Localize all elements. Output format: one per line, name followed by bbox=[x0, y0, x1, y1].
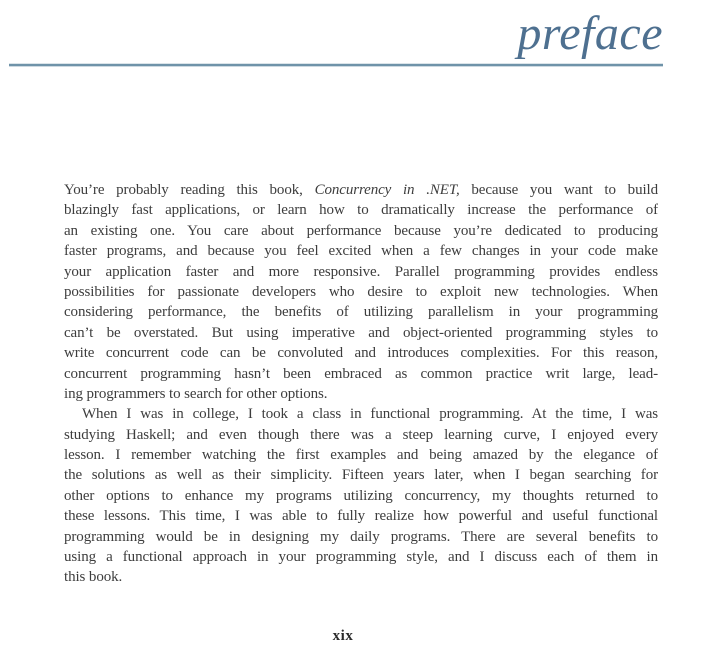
text-line: studying Haskell; and even though there was a steep learning curve, I enjoyed every bbox=[64, 426, 658, 443]
text-line: programming would be in designing my daily programs. There are several benefits to bbox=[64, 528, 658, 545]
page-number: xix bbox=[332, 628, 354, 644]
text-line: this book. bbox=[64, 569, 123, 586]
text-line: can’t be overstated. But using imperative and object-oriented programming styles to bbox=[64, 324, 658, 341]
text-line: considering performance, the benefits of utilizing parallelism in your programming bbox=[64, 304, 658, 321]
text-segment: because you want to build bbox=[459, 182, 658, 198]
text-line: an existing one. You care about performance because you’re dedicated to producing bbox=[64, 222, 658, 239]
text-line: blazingly fast applications, or learn how to dramatically increase the performance of bbox=[64, 202, 658, 219]
chapter-title: preface bbox=[517, 7, 663, 60]
preface-body bbox=[64, 180, 658, 588]
text-line: ing programmers to search for other options. bbox=[64, 385, 328, 402]
text-line: concurrent programming hasn’t been embraced as common practice writ large, lead- bbox=[64, 365, 658, 382]
text-line: possibilities for passionate developers who desire to exploit new technologies. When bbox=[64, 283, 658, 300]
text-line: When I was in college, I took a class in functional programming. At the time, I was bbox=[82, 406, 658, 423]
text-line: the solutions as well as their simplicity. Fifteen years later, when I began searching for bbox=[64, 467, 658, 484]
text-line: other options to enhance my programs utilizing concurrency, my thoughts returned to bbox=[64, 487, 658, 504]
text-line: faster programs, and because you feel excited when a few changes in your code make bbox=[64, 243, 658, 260]
text-line: lesson. I remember watching the first examples and being amazed by the elegance of bbox=[64, 447, 658, 464]
text-line: these lessons. This time, I was able to fully realize how powerful and useful functional bbox=[64, 508, 658, 525]
text-line: your application faster and more responsive. Parallel programming provides endless bbox=[64, 263, 658, 280]
header-rule bbox=[9, 64, 663, 66]
page-footer bbox=[46, 627, 640, 645]
text-line bbox=[64, 180, 658, 200]
book-title-italic: Concurrency in .NET, bbox=[314, 182, 460, 198]
text-line: write concurrent code can be convoluted and introduces complexities. For this reason, bbox=[64, 345, 658, 362]
text-segment: You’re probably reading this book, bbox=[64, 182, 315, 198]
text-line: using a functional approach in your programming style, and I discuss each of them in bbox=[64, 549, 658, 566]
